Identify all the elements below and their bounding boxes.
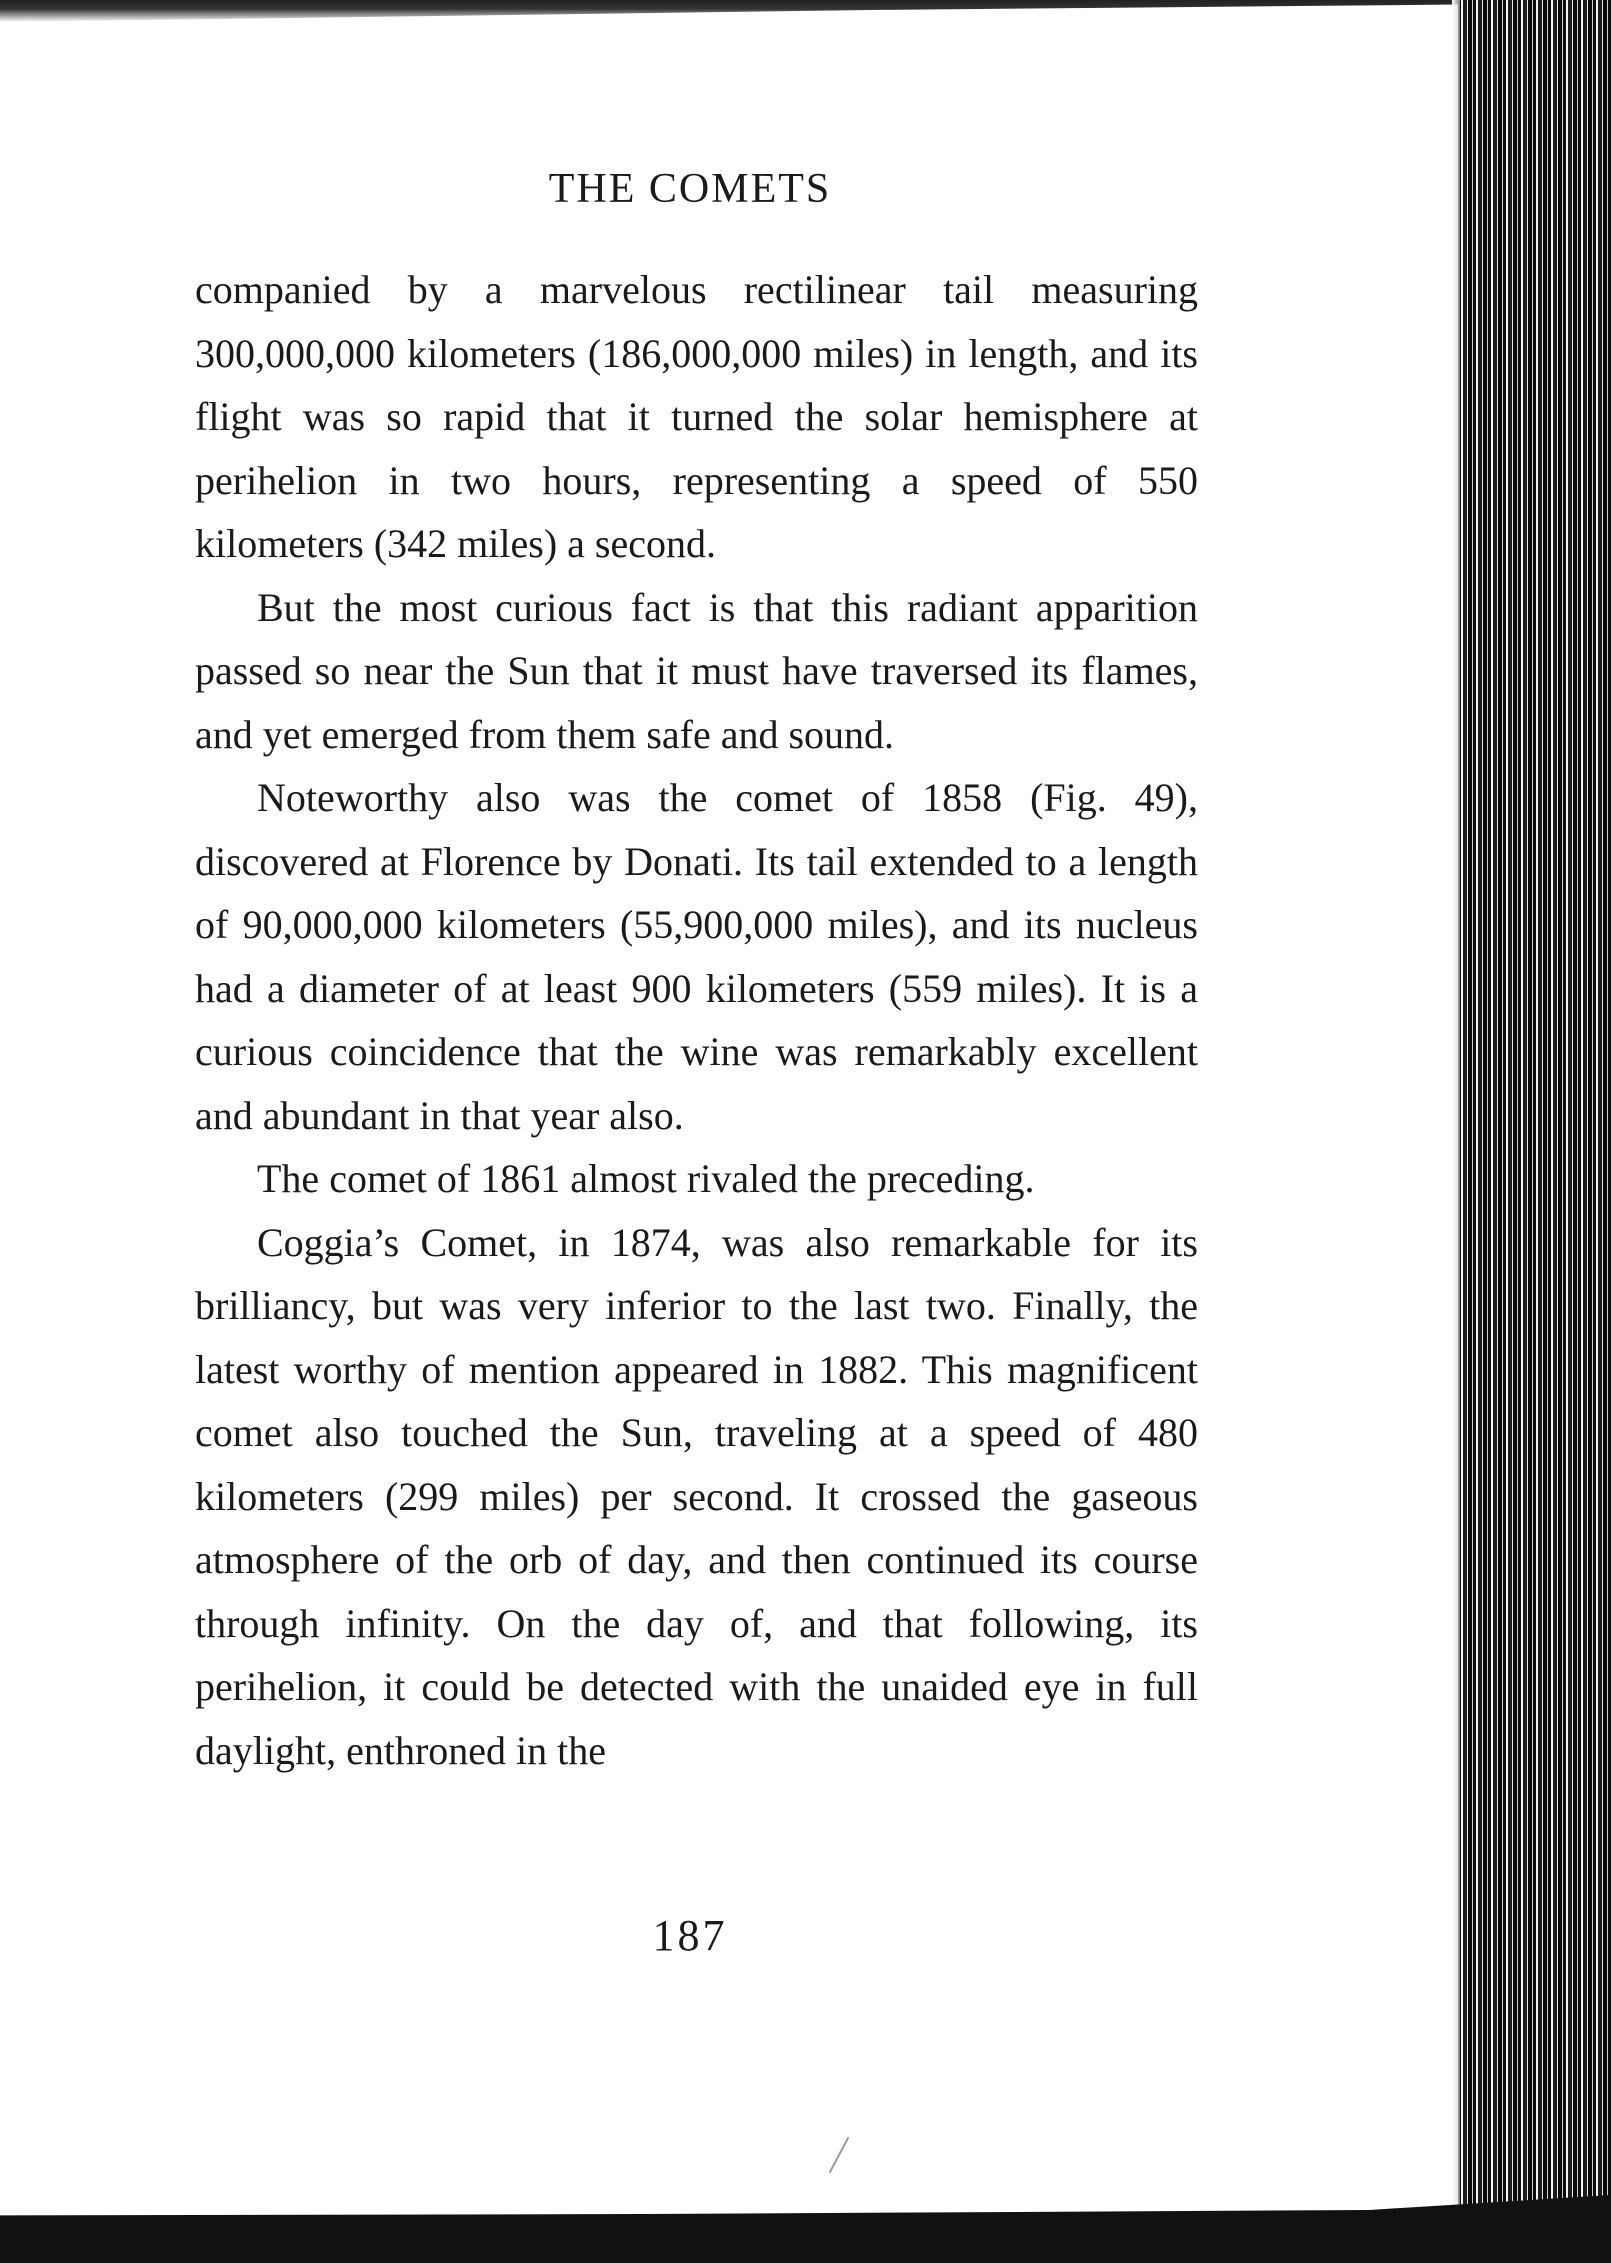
scan-bottom-edge [0, 2195, 1611, 2263]
book-page-edges [1458, 0, 1611, 2263]
paragraph: companied by a marvelous rectilinear tail measuring 300,000,000 kilometers (186,000,000 miles) in length, and its flight was so rapid that it turned the solar hemisphere at perihelion in two hours, representing a speed of 550 kilometers (342 miles) a second. [195, 267, 1198, 566]
paragraph: The comet of 1861 almost rivaled the preceding. [257, 1156, 1035, 1201]
paragraph: Noteworthy also was the comet of 1858 (Fig. 49), discovered at Florence by Donati. Its tail extended to a length of 90,000,000 kilometers (55,900,000 miles), and its nucleus had a diameter of at least 900 kilometers (559 miles). It is a curious coincidence that the wine was remarkably excellent and abundant in that year also. [195, 775, 1198, 1138]
scan-scratch [829, 2137, 850, 2173]
running-head: THE COMETS [548, 166, 832, 212]
page-number: 187 [652, 1911, 728, 1960]
scan-top-edge [0, 0, 1470, 22]
paragraph: But the most curious fact is that this radiant apparition passed so near the Sun that it must have traversed its flames, and yet emerged from them safe and sound. [195, 584, 1198, 757]
paragraph: Coggia’s Comet, in 1874, was also remarkable for its brilliancy, but was very inferior to the last two. Finally, the latest worthy of mention appeared in 1882. This magnificent comet also touched the Sun, traveling at a speed of 480 kilometers (299 miles) per second. It crossed the gaseous atmosphere of the orb of day, and then continued its course through infinity. On the day of, and that following, its perihelion, it could be detected with the unaided eye in full daylight, enthroned in the [195, 1219, 1198, 1773]
body-text [195, 258, 1198, 1782]
